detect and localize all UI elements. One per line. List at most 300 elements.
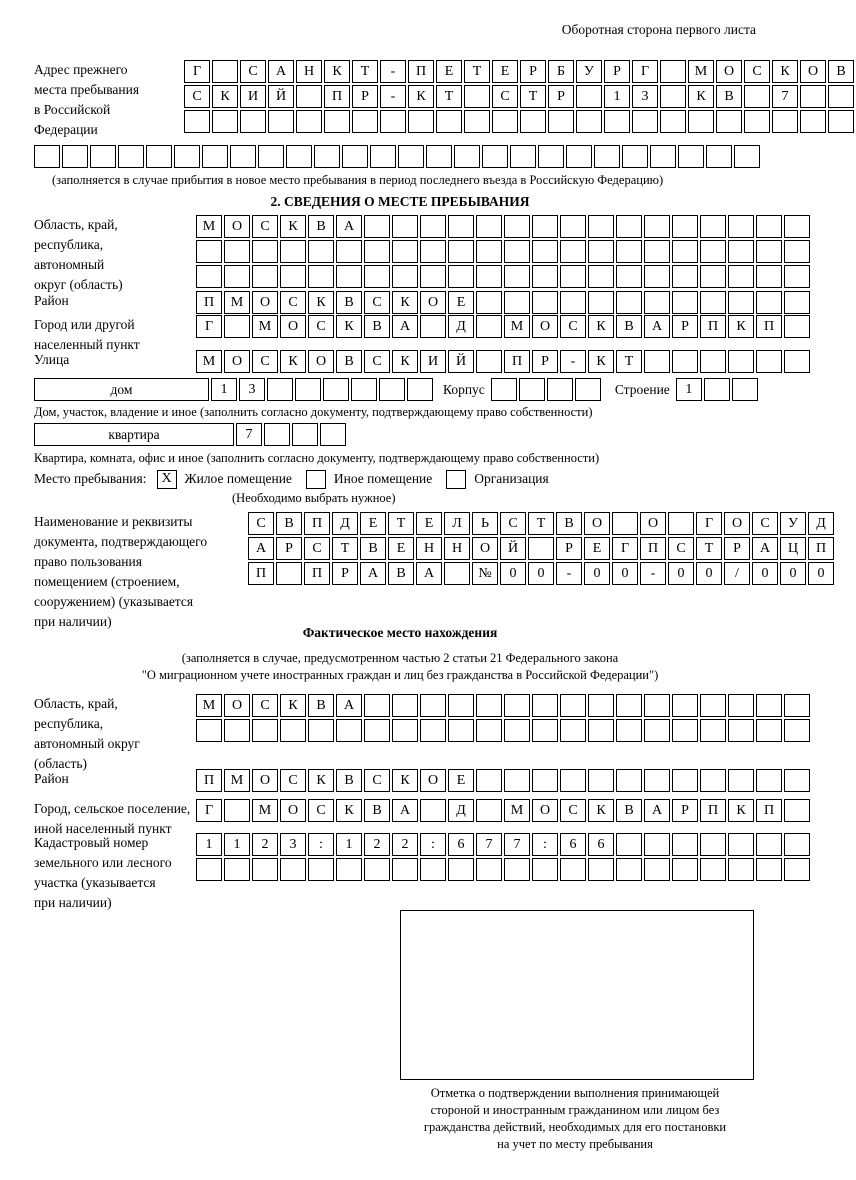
char-cell[interactable]: О — [280, 799, 306, 822]
char-cell[interactable] — [660, 60, 686, 83]
char-cell[interactable] — [532, 769, 558, 792]
char-cell[interactable] — [448, 265, 474, 288]
char-cell[interactable] — [744, 85, 770, 108]
char-cell[interactable] — [407, 378, 433, 401]
char-cell[interactable]: С — [308, 799, 334, 822]
char-cell[interactable]: А — [336, 215, 362, 238]
char-cell[interactable]: Е — [584, 537, 610, 560]
char-cell[interactable]: 0 — [500, 562, 526, 585]
char-cell[interactable] — [420, 265, 446, 288]
char-cell[interactable] — [224, 799, 250, 822]
char-cell[interactable]: Т — [696, 537, 722, 560]
char-cell[interactable] — [280, 858, 306, 881]
char-cell[interactable]: В — [388, 562, 414, 585]
char-cell[interactable] — [700, 215, 726, 238]
char-cell[interactable] — [588, 240, 614, 263]
char-cell[interactable] — [566, 145, 592, 168]
region-row-1[interactable] — [196, 215, 812, 238]
char-cell[interactable]: К — [280, 350, 306, 373]
char-cell[interactable] — [672, 858, 698, 881]
char-cell[interactable]: - — [640, 562, 666, 585]
char-cell[interactable] — [616, 719, 642, 742]
char-cell[interactable] — [784, 769, 810, 792]
char-cell[interactable] — [560, 240, 586, 263]
char-cell[interactable]: М — [252, 799, 278, 822]
char-cell[interactable]: С — [668, 537, 694, 560]
char-cell[interactable] — [560, 215, 586, 238]
char-cell[interactable]: П — [756, 315, 782, 338]
char-cell[interactable]: О — [640, 512, 666, 535]
region-row-2[interactable] — [196, 240, 812, 263]
doc-row-1[interactable] — [248, 512, 836, 535]
char-cell[interactable]: В — [276, 512, 302, 535]
char-cell[interactable] — [672, 265, 698, 288]
char-cell[interactable]: - — [556, 562, 582, 585]
char-cell[interactable] — [594, 145, 620, 168]
char-cell[interactable]: Н — [296, 60, 322, 83]
char-cell[interactable] — [644, 719, 670, 742]
char-cell[interactable] — [700, 833, 726, 856]
char-cell[interactable] — [575, 378, 601, 401]
char-cell[interactable]: 0 — [752, 562, 778, 585]
char-cell[interactable]: О — [420, 291, 446, 314]
char-cell[interactable]: П — [408, 60, 434, 83]
char-cell[interactable] — [280, 240, 306, 263]
char-cell[interactable] — [532, 858, 558, 881]
char-cell[interactable]: 0 — [780, 562, 806, 585]
char-cell[interactable]: Е — [388, 537, 414, 560]
char-cell[interactable]: В — [360, 537, 386, 560]
char-cell[interactable] — [34, 145, 60, 168]
char-cell[interactable]: 6 — [448, 833, 474, 856]
char-cell[interactable]: 1 — [604, 85, 630, 108]
char-cell[interactable] — [491, 378, 517, 401]
char-cell[interactable] — [224, 719, 250, 742]
char-cell[interactable] — [728, 694, 754, 717]
char-cell[interactable] — [476, 215, 502, 238]
char-cell[interactable] — [351, 378, 377, 401]
char-cell[interactable]: Г — [196, 315, 222, 338]
char-cell[interactable] — [364, 858, 390, 881]
char-cell[interactable] — [392, 694, 418, 717]
char-cell[interactable] — [756, 215, 782, 238]
char-cell[interactable] — [364, 719, 390, 742]
char-cell[interactable] — [632, 110, 658, 133]
char-cell[interactable] — [784, 694, 810, 717]
char-cell[interactable]: О — [252, 769, 278, 792]
char-cell[interactable]: С — [492, 85, 518, 108]
char-cell[interactable] — [547, 378, 573, 401]
korpus-value[interactable] — [491, 378, 603, 401]
dom-value[interactable] — [211, 378, 435, 401]
char-cell[interactable]: К — [280, 694, 306, 717]
char-cell[interactable]: 0 — [584, 562, 610, 585]
char-cell[interactable] — [380, 110, 406, 133]
char-cell[interactable] — [510, 145, 536, 168]
char-cell[interactable]: К — [728, 799, 754, 822]
char-cell[interactable]: О — [716, 60, 742, 83]
char-cell[interactable] — [644, 240, 670, 263]
char-cell[interactable]: С — [240, 60, 266, 83]
char-cell[interactable]: К — [688, 85, 714, 108]
char-cell[interactable]: К — [728, 315, 754, 338]
char-cell[interactable]: 6 — [588, 833, 614, 856]
char-cell[interactable] — [672, 833, 698, 856]
char-cell[interactable] — [504, 694, 530, 717]
char-cell[interactable] — [308, 858, 334, 881]
char-cell[interactable] — [728, 350, 754, 373]
char-cell[interactable]: О — [252, 291, 278, 314]
char-cell[interactable]: О — [308, 350, 334, 373]
char-cell[interactable] — [756, 350, 782, 373]
char-cell[interactable] — [772, 110, 798, 133]
char-cell[interactable]: С — [560, 799, 586, 822]
char-cell[interactable]: В — [308, 215, 334, 238]
char-cell[interactable]: Р — [724, 537, 750, 560]
char-cell[interactable] — [700, 350, 726, 373]
char-cell[interactable]: С — [364, 291, 390, 314]
char-cell[interactable] — [532, 719, 558, 742]
char-cell[interactable]: В — [616, 315, 642, 338]
char-cell[interactable] — [444, 562, 470, 585]
char-cell[interactable] — [716, 110, 742, 133]
char-cell[interactable]: 2 — [392, 833, 418, 856]
char-cell[interactable] — [616, 694, 642, 717]
char-cell[interactable]: : — [532, 833, 558, 856]
char-cell[interactable]: И — [420, 350, 446, 373]
char-cell[interactable]: П — [196, 769, 222, 792]
char-cell[interactable]: П — [700, 799, 726, 822]
char-cell[interactable] — [616, 265, 642, 288]
char-cell[interactable] — [476, 265, 502, 288]
char-cell[interactable]: Н — [444, 537, 470, 560]
actual-district-row[interactable] — [196, 769, 812, 792]
char-cell[interactable]: 7 — [476, 833, 502, 856]
char-cell[interactable]: Р — [332, 562, 358, 585]
char-cell[interactable] — [784, 799, 810, 822]
char-cell[interactable] — [436, 110, 462, 133]
char-cell[interactable] — [379, 378, 405, 401]
char-cell[interactable] — [528, 537, 554, 560]
char-cell[interactable] — [420, 215, 446, 238]
char-cell[interactable] — [672, 291, 698, 314]
char-cell[interactable]: 2 — [364, 833, 390, 856]
char-cell[interactable]: А — [644, 315, 670, 338]
char-cell[interactable] — [454, 145, 480, 168]
char-cell[interactable] — [612, 512, 638, 535]
char-cell[interactable]: О — [800, 60, 826, 83]
char-cell[interactable]: У — [576, 60, 602, 83]
char-cell[interactable]: Т — [464, 60, 490, 83]
char-cell[interactable] — [90, 145, 116, 168]
char-cell[interactable]: С — [308, 315, 334, 338]
char-cell[interactable] — [784, 291, 810, 314]
char-cell[interactable] — [756, 240, 782, 263]
char-cell[interactable]: Р — [520, 60, 546, 83]
char-cell[interactable]: О — [584, 512, 610, 535]
char-cell[interactable]: Т — [528, 512, 554, 535]
char-cell[interactable]: А — [644, 799, 670, 822]
char-cell[interactable]: : — [308, 833, 334, 856]
char-cell[interactable] — [728, 265, 754, 288]
prev-address-row-2[interactable] — [184, 85, 856, 108]
char-cell[interactable] — [202, 145, 228, 168]
char-cell[interactable]: Т — [388, 512, 414, 535]
char-cell[interactable] — [700, 265, 726, 288]
char-cell[interactable]: А — [248, 537, 274, 560]
char-cell[interactable] — [323, 378, 349, 401]
char-cell[interactable]: В — [716, 85, 742, 108]
char-cell[interactable] — [324, 110, 350, 133]
char-cell[interactable]: Г — [612, 537, 638, 560]
char-cell[interactable] — [364, 215, 390, 238]
stamp-area[interactable] — [400, 910, 754, 1080]
char-cell[interactable] — [240, 110, 266, 133]
stay-option-checkbox-0[interactable]: X — [157, 470, 177, 489]
char-cell[interactable]: И — [240, 85, 266, 108]
char-cell[interactable] — [756, 719, 782, 742]
char-cell[interactable]: В — [828, 60, 854, 83]
char-cell[interactable]: Т — [436, 85, 462, 108]
char-cell[interactable]: Д — [448, 799, 474, 822]
char-cell[interactable] — [420, 719, 446, 742]
char-cell[interactable]: Е — [492, 60, 518, 83]
char-cell[interactable]: П — [324, 85, 350, 108]
char-cell[interactable] — [520, 110, 546, 133]
char-cell[interactable] — [700, 858, 726, 881]
char-cell[interactable] — [224, 265, 250, 288]
actual-city-row[interactable] — [196, 799, 812, 822]
char-cell[interactable]: О — [724, 512, 750, 535]
char-cell[interactable]: В — [364, 799, 390, 822]
city-row[interactable] — [196, 315, 812, 338]
char-cell[interactable] — [476, 769, 502, 792]
char-cell[interactable] — [476, 291, 502, 314]
char-cell[interactable]: С — [184, 85, 210, 108]
char-cell[interactable] — [728, 769, 754, 792]
char-cell[interactable] — [650, 145, 676, 168]
char-cell[interactable]: А — [392, 315, 418, 338]
char-cell[interactable]: У — [780, 512, 806, 535]
char-cell[interactable] — [370, 145, 396, 168]
char-cell[interactable]: М — [196, 350, 222, 373]
char-cell[interactable]: Е — [448, 291, 474, 314]
prev-address-row-1[interactable] — [184, 60, 856, 83]
char-cell[interactable] — [464, 85, 490, 108]
char-cell[interactable] — [464, 110, 490, 133]
char-cell[interactable] — [420, 799, 446, 822]
char-cell[interactable]: 0 — [612, 562, 638, 585]
char-cell[interactable] — [604, 110, 630, 133]
char-cell[interactable] — [548, 110, 574, 133]
char-cell[interactable] — [364, 265, 390, 288]
char-cell[interactable]: О — [224, 694, 250, 717]
char-cell[interactable]: 6 — [560, 833, 586, 856]
char-cell[interactable]: П — [196, 291, 222, 314]
char-cell[interactable]: В — [336, 769, 362, 792]
actual-region-row-2[interactable] — [196, 719, 812, 742]
char-cell[interactable]: В — [364, 315, 390, 338]
char-cell[interactable] — [588, 769, 614, 792]
char-cell[interactable]: П — [304, 562, 330, 585]
char-cell[interactable] — [224, 240, 250, 263]
region-row-3[interactable] — [196, 265, 812, 288]
char-cell[interactable] — [728, 240, 754, 263]
char-cell[interactable] — [644, 291, 670, 314]
char-cell[interactable] — [224, 315, 250, 338]
char-cell[interactable] — [482, 145, 508, 168]
char-cell[interactable]: Р — [532, 350, 558, 373]
char-cell[interactable]: Д — [332, 512, 358, 535]
char-cell[interactable] — [504, 858, 530, 881]
char-cell[interactable]: 1 — [211, 378, 237, 401]
char-cell[interactable]: М — [196, 694, 222, 717]
char-cell[interactable] — [828, 85, 854, 108]
char-cell[interactable] — [828, 110, 854, 133]
char-cell[interactable] — [267, 378, 293, 401]
char-cell[interactable]: 1 — [224, 833, 250, 856]
char-cell[interactable] — [280, 719, 306, 742]
char-cell[interactable] — [420, 858, 446, 881]
char-cell[interactable]: К — [772, 60, 798, 83]
char-cell[interactable] — [784, 833, 810, 856]
char-cell[interactable] — [196, 858, 222, 881]
char-cell[interactable] — [398, 145, 424, 168]
char-cell[interactable] — [224, 858, 250, 881]
char-cell[interactable]: Р — [672, 799, 698, 822]
char-cell[interactable]: / — [724, 562, 750, 585]
char-cell[interactable] — [420, 240, 446, 263]
char-cell[interactable] — [644, 858, 670, 881]
char-cell[interactable]: С — [752, 512, 778, 535]
char-cell[interactable] — [784, 350, 810, 373]
char-cell[interactable] — [492, 110, 518, 133]
char-cell[interactable] — [800, 110, 826, 133]
char-cell[interactable]: 3 — [280, 833, 306, 856]
char-cell[interactable] — [616, 833, 642, 856]
char-cell[interactable] — [660, 110, 686, 133]
char-cell[interactable] — [784, 240, 810, 263]
char-cell[interactable] — [688, 110, 714, 133]
char-cell[interactable] — [732, 378, 758, 401]
char-cell[interactable] — [252, 719, 278, 742]
char-cell[interactable] — [286, 145, 312, 168]
char-cell[interactable]: Й — [268, 85, 294, 108]
char-cell[interactable] — [320, 423, 346, 446]
char-cell[interactable] — [756, 694, 782, 717]
char-cell[interactable]: А — [752, 537, 778, 560]
char-cell[interactable]: О — [224, 215, 250, 238]
char-cell[interactable] — [476, 799, 502, 822]
char-cell[interactable]: О — [472, 537, 498, 560]
char-cell[interactable] — [532, 240, 558, 263]
char-cell[interactable] — [252, 265, 278, 288]
char-cell[interactable] — [308, 240, 334, 263]
char-cell[interactable] — [704, 378, 730, 401]
char-cell[interactable]: Т — [352, 60, 378, 83]
char-cell[interactable] — [448, 719, 474, 742]
char-cell[interactable] — [560, 858, 586, 881]
char-cell[interactable]: С — [560, 315, 586, 338]
char-cell[interactable] — [560, 719, 586, 742]
char-cell[interactable]: С — [364, 350, 390, 373]
char-cell[interactable] — [756, 291, 782, 314]
char-cell[interactable]: Д — [448, 315, 474, 338]
char-cell[interactable] — [672, 694, 698, 717]
stroenie-value[interactable] — [676, 378, 760, 401]
char-cell[interactable] — [672, 719, 698, 742]
char-cell[interactable]: 1 — [336, 833, 362, 856]
char-cell[interactable] — [146, 145, 172, 168]
char-cell[interactable] — [308, 265, 334, 288]
char-cell[interactable] — [504, 265, 530, 288]
stay-option-checkbox-2[interactable] — [446, 470, 466, 489]
prev-address-row-4[interactable] — [34, 145, 762, 168]
char-cell[interactable] — [504, 769, 530, 792]
char-cell[interactable]: 7 — [236, 423, 262, 446]
char-cell[interactable]: 0 — [528, 562, 554, 585]
char-cell[interactable]: П — [248, 562, 274, 585]
char-cell[interactable]: 2 — [252, 833, 278, 856]
char-cell[interactable]: - — [380, 60, 406, 83]
char-cell[interactable]: К — [588, 799, 614, 822]
char-cell[interactable] — [392, 858, 418, 881]
char-cell[interactable] — [588, 265, 614, 288]
char-cell[interactable]: К — [588, 350, 614, 373]
char-cell[interactable] — [576, 110, 602, 133]
char-cell[interactable] — [756, 833, 782, 856]
char-cell[interactable]: Р — [556, 537, 582, 560]
char-cell[interactable]: Г — [696, 512, 722, 535]
char-cell[interactable] — [588, 694, 614, 717]
char-cell[interactable]: 3 — [632, 85, 658, 108]
char-cell[interactable] — [678, 145, 704, 168]
char-cell[interactable]: 1 — [196, 833, 222, 856]
char-cell[interactable]: М — [504, 315, 530, 338]
char-cell[interactable] — [588, 719, 614, 742]
char-cell[interactable] — [476, 240, 502, 263]
char-cell[interactable] — [420, 315, 446, 338]
char-cell[interactable] — [476, 350, 502, 373]
char-cell[interactable] — [538, 145, 564, 168]
char-cell[interactable] — [700, 240, 726, 263]
char-cell[interactable]: М — [504, 799, 530, 822]
char-cell[interactable]: В — [336, 350, 362, 373]
cadastral-row-1[interactable] — [196, 833, 812, 856]
actual-region-row-1[interactable] — [196, 694, 812, 717]
char-cell[interactable]: С — [364, 769, 390, 792]
char-cell[interactable]: Ц — [780, 537, 806, 560]
char-cell[interactable]: : — [420, 833, 446, 856]
char-cell[interactable]: Л — [444, 512, 470, 535]
char-cell[interactable] — [576, 85, 602, 108]
char-cell[interactable] — [504, 719, 530, 742]
char-cell[interactable] — [448, 240, 474, 263]
char-cell[interactable]: О — [224, 350, 250, 373]
char-cell[interactable]: К — [408, 85, 434, 108]
char-cell[interactable] — [728, 719, 754, 742]
char-cell[interactable] — [560, 265, 586, 288]
char-cell[interactable]: П — [640, 537, 666, 560]
char-cell[interactable] — [644, 350, 670, 373]
char-cell[interactable] — [700, 769, 726, 792]
char-cell[interactable] — [532, 694, 558, 717]
char-cell[interactable]: Р — [548, 85, 574, 108]
char-cell[interactable] — [784, 719, 810, 742]
char-cell[interactable] — [476, 694, 502, 717]
char-cell[interactable]: К — [324, 60, 350, 83]
char-cell[interactable]: Й — [500, 537, 526, 560]
